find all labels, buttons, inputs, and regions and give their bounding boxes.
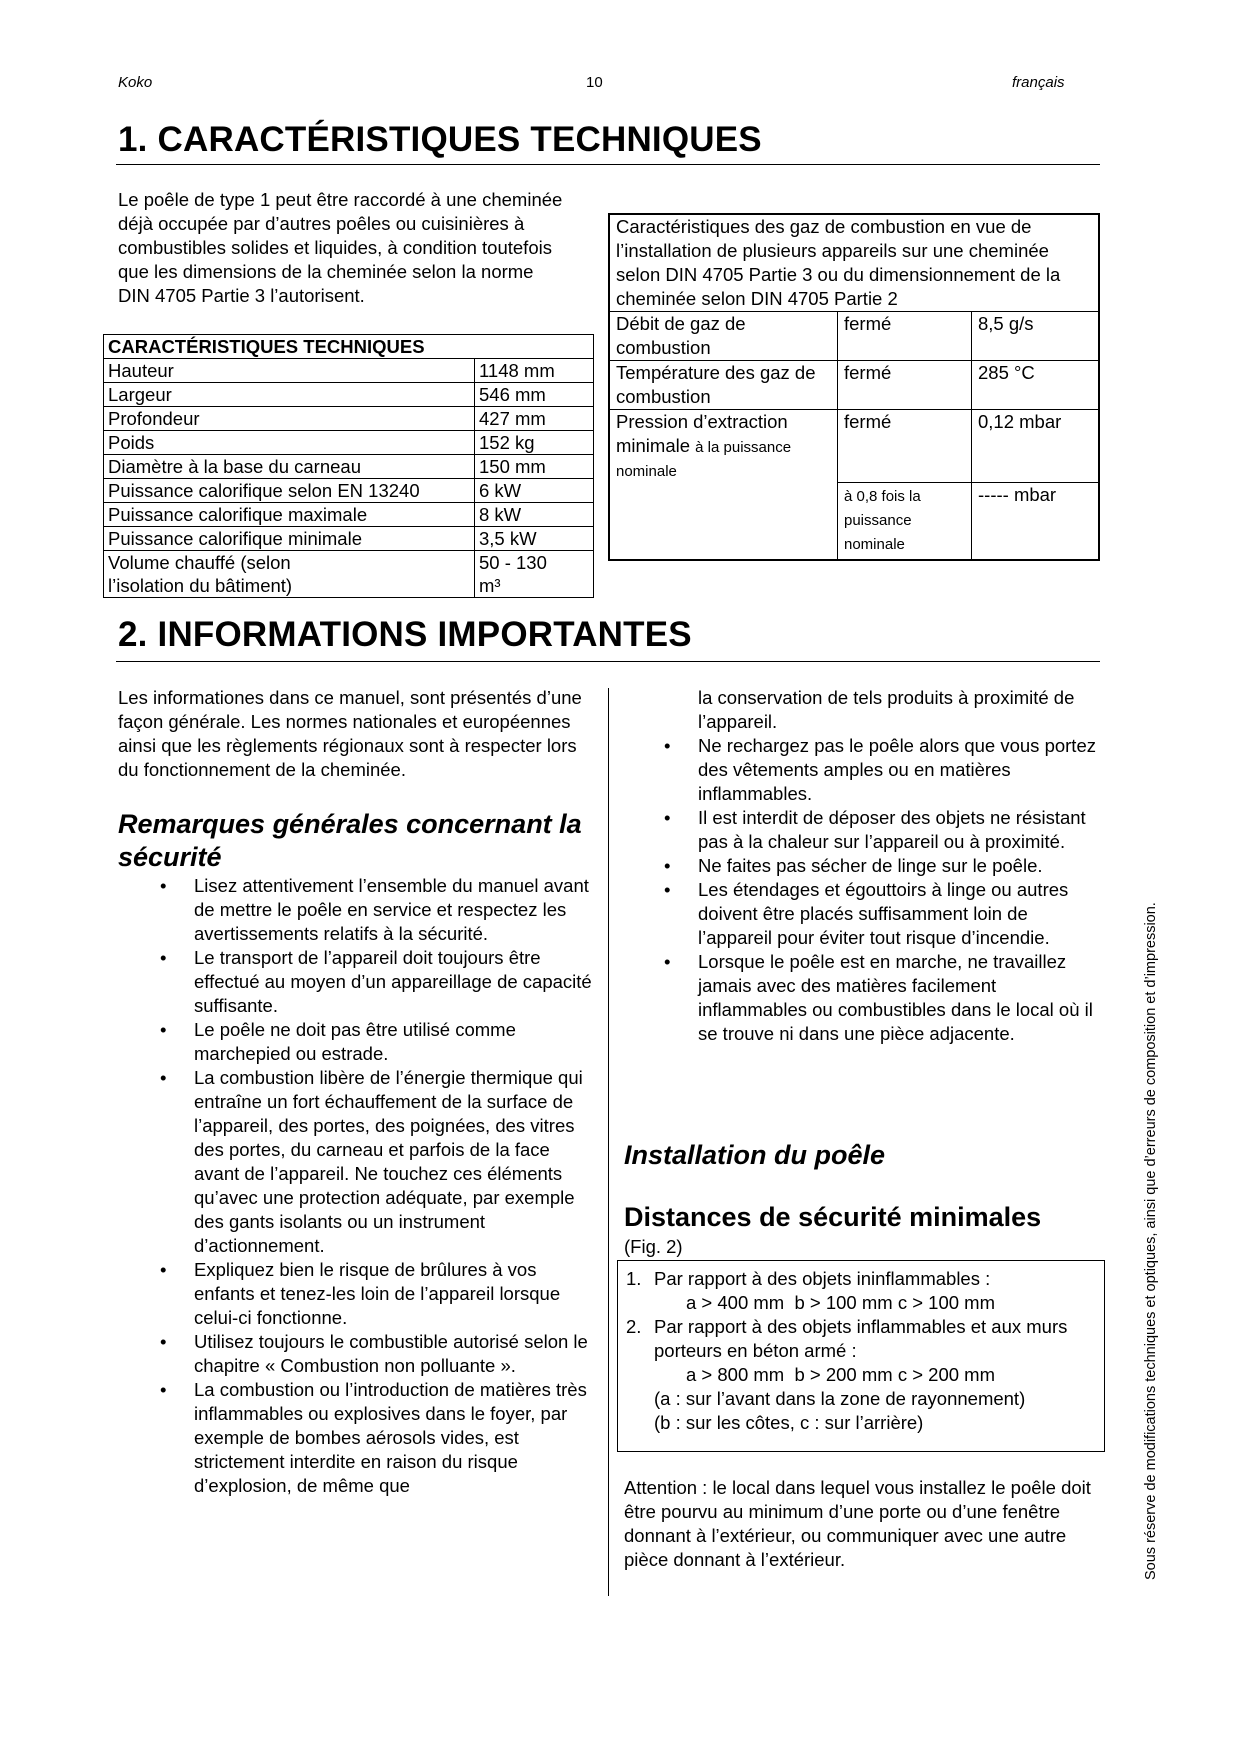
spec-value: 427 mm [475, 407, 594, 431]
table-row [104, 527, 594, 551]
distance-item-number: 1. [626, 1268, 642, 1289]
spec-label: Poids [104, 431, 475, 455]
distance-note-2: (b : sur les côtes, c : sur l’arrière) [654, 1412, 924, 1433]
gas-value: 0,12 mbar [972, 410, 1100, 483]
list-item: • Il est interdit de déposer des objets ne résistant pas à la chaleur sur l’appareil ou à proximité. [664, 807, 1086, 852]
table-row [104, 455, 594, 479]
spec-label: Hauteur [104, 359, 475, 383]
list-item: • La combustion libère de l’énergie thermique qui entraîne un fort échauffement de la surface de l’appareil, des portes, des poignées, des vitres des portes, du carneau et parfois de la face avant de l’appareil. Ne touchez ces éléments qu’avec une protection adéquate, par exemple des gants isolants ou un instrument d’actionnement. [160, 1067, 583, 1256]
section1-intro: Le poêle de type 1 peut être raccordé à une cheminée déjà occupée par d’autres poêles ou cuisinières à combustibles solides et liquides, à condition toutefois que les dimensions de la cheminée selon la norme DIN 4705 Partie 3 l’autorisent. [118, 189, 563, 306]
spec-label: Puissance calorifique selon EN 13240 [104, 479, 475, 503]
table-row [104, 383, 594, 407]
gas-state: fermé [838, 312, 972, 361]
list-item: • Utilisez toujours le combustible autorisé selon le chapitre « Combustion non polluante ». [160, 1331, 588, 1376]
safety-list-right [664, 734, 1098, 1046]
distance-item-number: 2. [626, 1316, 642, 1337]
list-item: • Le poêle ne doit pas être utilisé comme marchepied ou estrade. [160, 1019, 516, 1064]
gas-label: Pression d’extraction minimale [616, 411, 788, 456]
section2-title: 2. INFORMATIONS IMPORTANTES [118, 615, 692, 654]
list-item: • Ne faites pas sécher de linge sur le poêle. [664, 855, 1043, 876]
spec-value: 3,5 kW [475, 527, 594, 551]
gas-state: fermé [838, 361, 972, 410]
spec-label: Volume chauffé (selon l’isolation du bâtiment) [104, 551, 475, 598]
spec-label: Puissance calorifique maximale [104, 503, 475, 527]
gas-label: Température des gaz de combustion [609, 361, 838, 410]
header-left: Koko [118, 74, 153, 91]
column-divider [608, 688, 609, 1596]
table-row [104, 407, 594, 431]
gas-value: 8,5 g/s [972, 312, 1100, 361]
distances-heading: Distances de sécurité minimales [624, 1202, 1042, 1232]
spec-value: 150 mm [475, 455, 594, 479]
gas-table [608, 213, 1100, 561]
installation-heading: Installation du poêle [624, 1140, 886, 1170]
page-number: 10 [586, 74, 603, 91]
side-note: Sous réserve de modifications techniques et optiques, ainsi que d’erreurs de composition et d’impression. [1143, 902, 1159, 1580]
spec-value: 8 kW [475, 503, 594, 527]
distance-values-1: a > 400 mm b > 100 mm c > 100 mm [686, 1292, 995, 1313]
table-row [609, 410, 1099, 483]
table-row [104, 551, 594, 598]
gas-label: Débit de gaz de combustion [609, 312, 838, 361]
spec-value: 50 - 130 m³ [475, 551, 594, 598]
attention-note: Attention : le local dans lequel vous installez le poêle doit être pourvu au minimum d’une porte ou d’une fenêtre donnant à l’extérieur, ou communiquer avec une autre pièce donnant à l’extérieur. [624, 1477, 1091, 1570]
table-row [104, 359, 594, 383]
spec-label: Profondeur [104, 407, 475, 431]
table-row [609, 361, 1099, 410]
list-item: • Lisez attentivement l’ensemble du manuel avant de mettre le poêle en service et respectez les avertissements relatifs à la sécurité. [160, 875, 589, 944]
distance-item-2: Par rapport à des objets inflammables et aux murs porteurs en béton armé : [654, 1316, 1068, 1361]
list-item: • Le transport de l’appareil doit toujours être effectué au moyen d’un appareillage de capacité suffisante. [160, 947, 592, 1016]
list-item: • Ne rechargez pas le poêle alors que vous portez des vêtements amples ou en matières inflammables. [664, 735, 1096, 804]
distances-box [617, 1260, 1105, 1452]
table-row [104, 479, 594, 503]
fig-reference: (Fig. 2) [624, 1236, 683, 1257]
distance-note-1: (a : sur l’avant dans la zone de rayonnement) [654, 1388, 1026, 1409]
spec-table-header: CARACTÉRISTIQUES TECHNIQUES [104, 335, 594, 359]
spec-label: Diamètre à la base du carneau [104, 455, 475, 479]
gas-label-small: à la puissance nominale [616, 439, 792, 480]
list-item: • Expliquez bien le risque de brûlures à vos enfants et tenez-les loin de l’appareil lorsque celui-ci fonctionne. [160, 1259, 561, 1328]
gas-value: 285 °C [972, 361, 1100, 410]
section1-rule [116, 164, 1100, 165]
spec-table [103, 334, 594, 598]
spec-label: Largeur [104, 383, 475, 407]
gas-value: ----- mbar [972, 482, 1100, 560]
gas-state: à 0,8 fois la puissance nominale [838, 482, 972, 560]
list-item: • La combustion ou l’introduction de matières très inflammables ou explosives dans le foyer, par exemple de bombes aérosols vides, est strictement interdite en raison du risque d’explosion, de même que [160, 1379, 587, 1496]
table-row [104, 431, 594, 455]
header-right: français [1012, 74, 1065, 91]
spec-value: 1148 mm [475, 359, 594, 383]
section2-rule [116, 661, 1100, 662]
gas-table-header: Caractéristiques des gaz de combustion en vue de l’installation de plusieurs appareils sur une cheminée selon DIN 4705 Partie 3 ou du dimensionnement de la cheminée selon DIN 4705 Partie 2 [609, 214, 1099, 312]
distance-item-1: Par rapport à des objets ininflammables : [654, 1268, 991, 1289]
spec-value: 546 mm [475, 383, 594, 407]
table-row [104, 503, 594, 527]
list-item: • Lorsque le poêle est en marche, ne travaillez jamais avec des matières facilement inflammables ou combustibles dans le local où il se trouve ni dans une pièce adjacente. [664, 951, 1093, 1044]
list-item: • Les étendages et égouttoirs à linge ou autres doivent être placés suffisamment loin de l’appareil pour éviter tout risque d’incendie. [664, 879, 1069, 948]
spec-value: 152 kg [475, 431, 594, 455]
gas-label-cell [609, 410, 838, 483]
safety-list-left [160, 874, 594, 1498]
table-row [609, 482, 1099, 560]
gas-state: fermé [838, 410, 972, 483]
distance-values-2: a > 800 mm b > 200 mm c > 200 mm [686, 1364, 995, 1385]
safety-heading: Remarques générales concernant la sécurité [118, 809, 582, 872]
spec-label: Puissance calorifique minimale [104, 527, 475, 551]
bullet-continuation: la conservation de tels produits à proximité de l’appareil. [698, 687, 1075, 732]
section1-title: 1. CARACTÉRISTIQUES TECHNIQUES [118, 120, 762, 159]
section2-intro: Les informationes dans ce manuel, sont présentés d’une façon générale. Les normes nationales et européennes ainsi que les règlements régionaux sont à respecter lors du fonctionnement de la cheminée. [118, 687, 582, 780]
spec-value: 6 kW [475, 479, 594, 503]
table-row [609, 312, 1099, 361]
